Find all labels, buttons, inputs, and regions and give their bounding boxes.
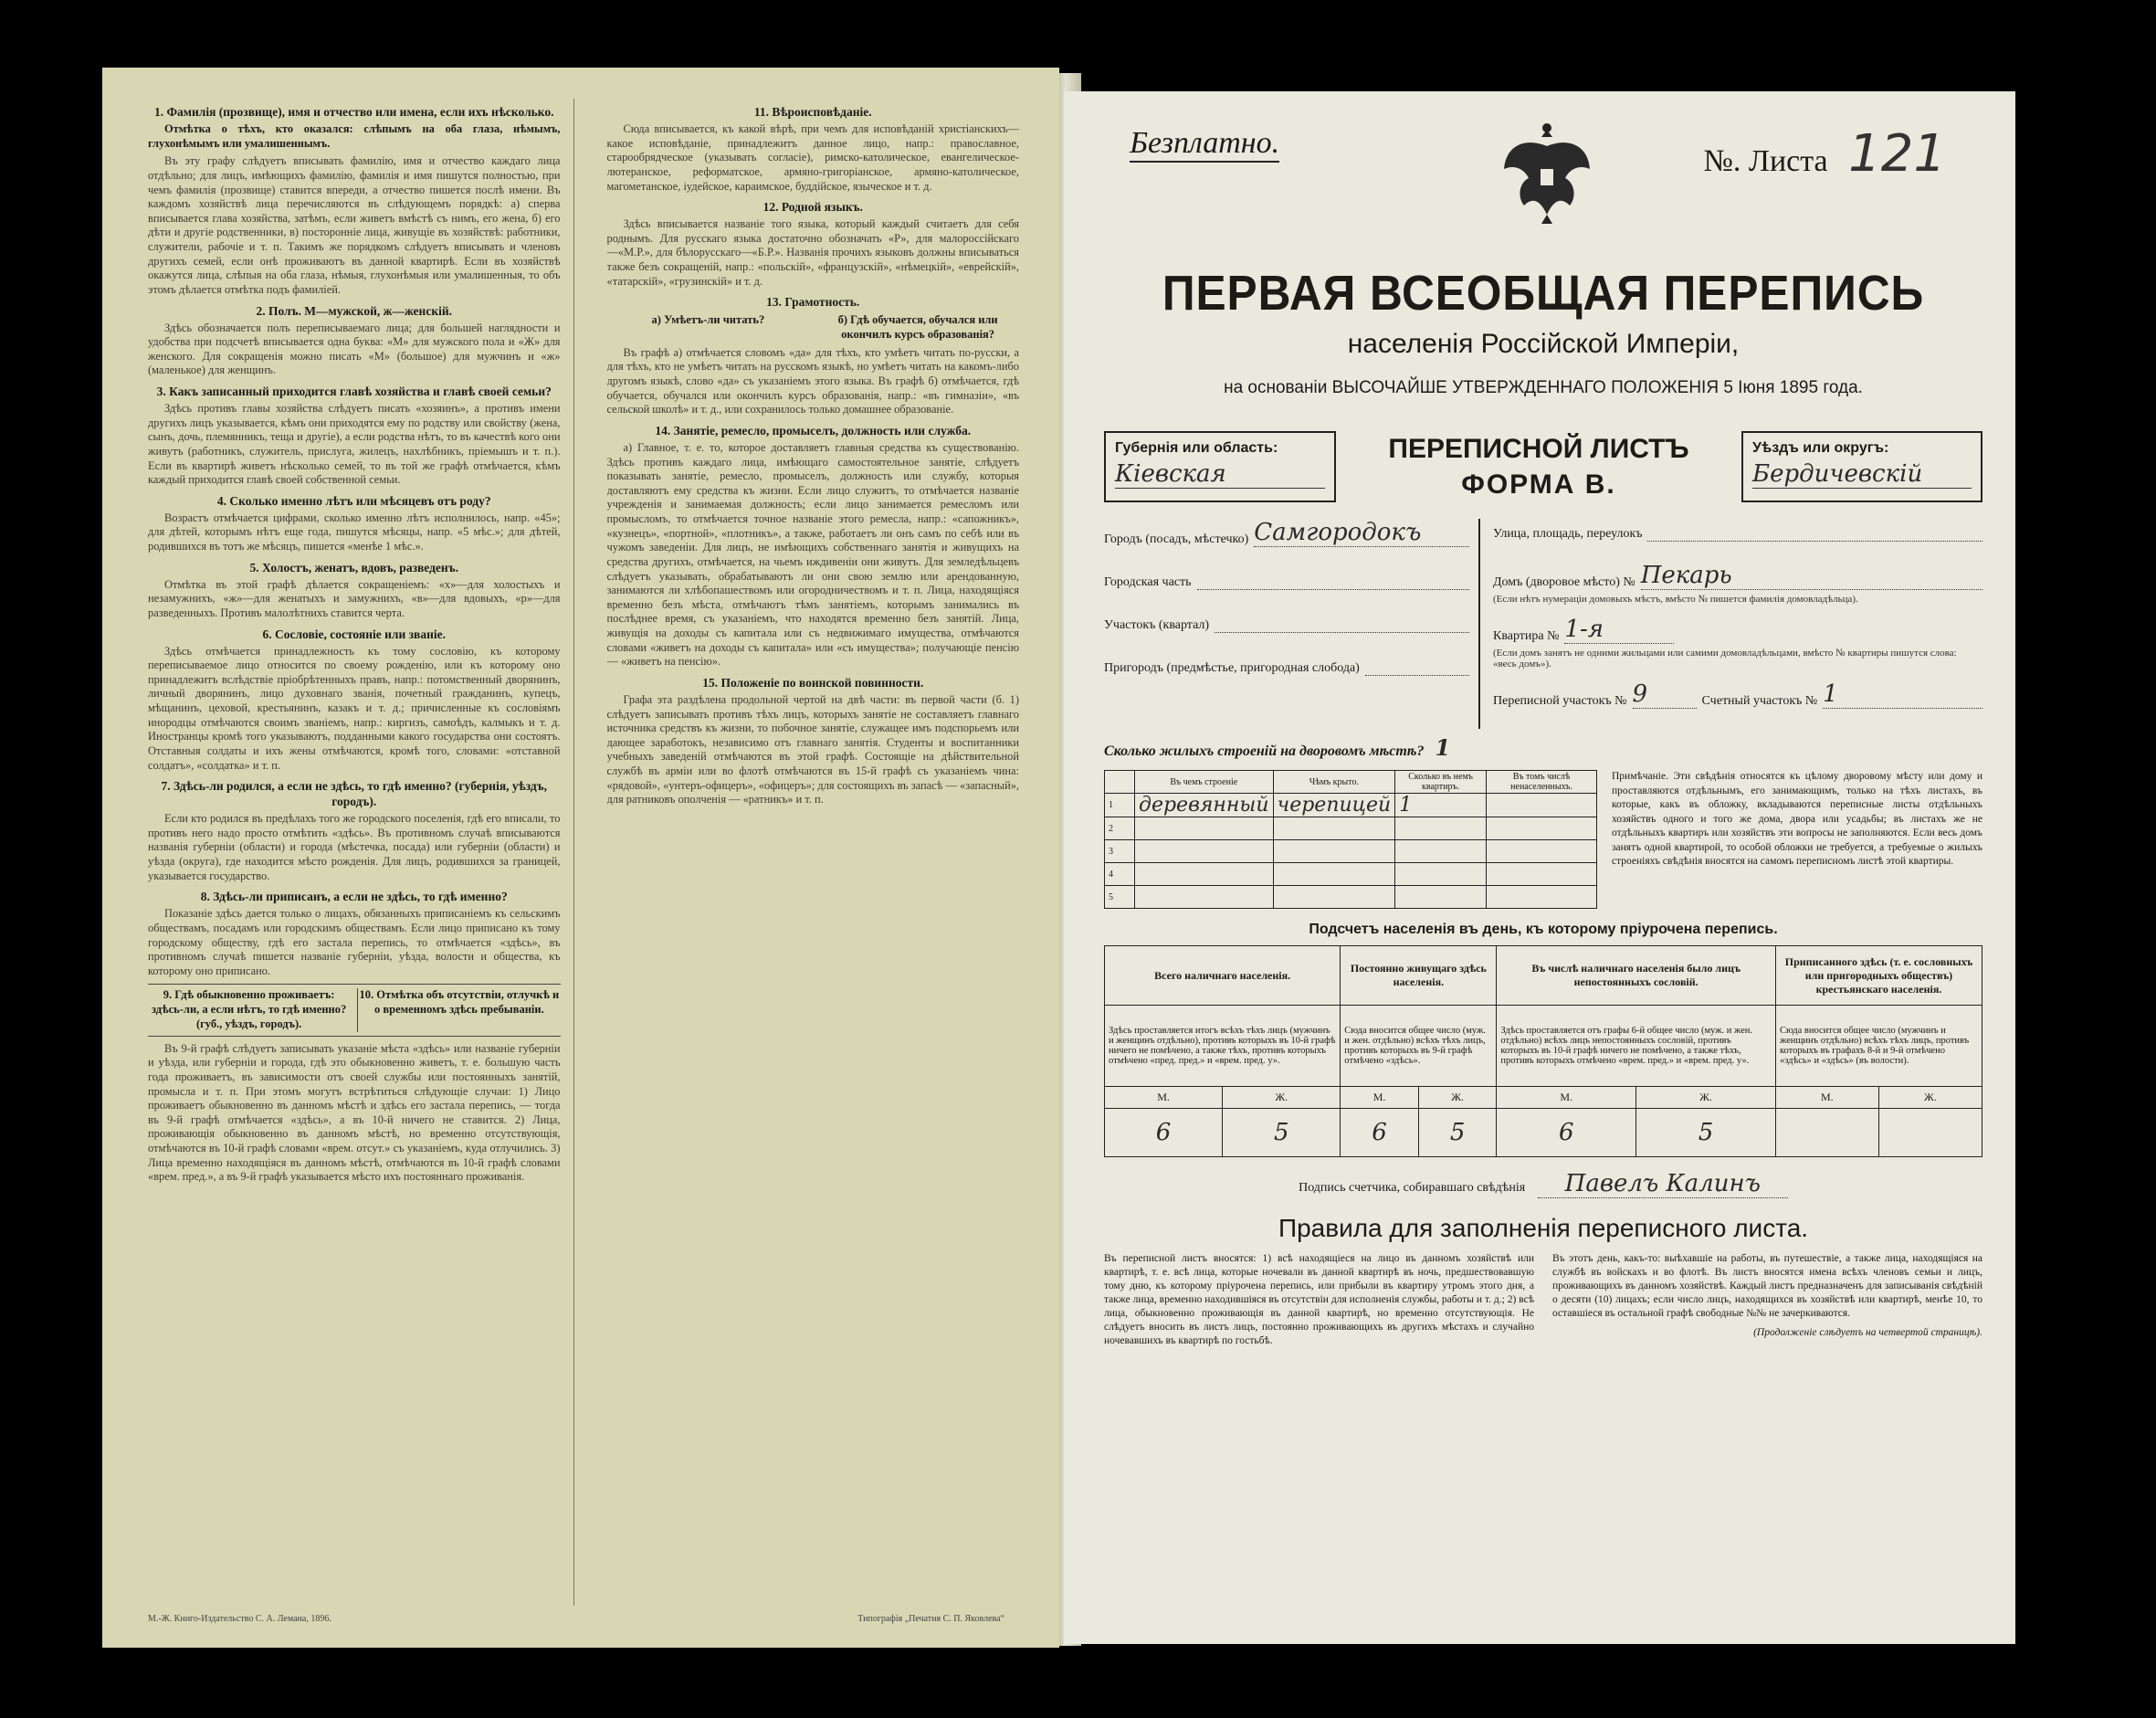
q12-heading: 12. Родной языкъ. [762, 200, 863, 215]
ct-value: 5 [1636, 1109, 1776, 1157]
q8-text: Показаніе здѣсь дается только о лицахъ, обязанныхъ приписаніемъ къ сельскимъ обществамъ, посадамъ или городскимъ обществамъ. Если лицо приписано къ тому городскому обществу, гдѣ его застала перепись, то отмѣчается «здѣсь», въ противномъ случаѣ пишется названіе губерніи, уѣзда, волости и общества, къ которому оно приписано. [148, 907, 561, 977]
apt-value: 1-я [1564, 616, 1674, 644]
buildings-table [1104, 770, 1597, 909]
rules-column-2 [1552, 1252, 1982, 1348]
ct-text-3: Здѣсь проставляется отъ графы 6-й общее число (муж. и жен. отдѣльно) всѣхъ лицъ непостоянныхъ сословій, противъ которыхъ въ 10-й графѣ ничего не помѣчено, а также тѣхъ, противъ которыхъ отмѣчено «врем. пред.» и «врем. пред. у». [1497, 1006, 1776, 1087]
census-plot-value: 9 [1633, 680, 1697, 709]
bt-row1-empty [1487, 794, 1597, 817]
census-subtitle: населенія Россійской Имперіи, [1347, 329, 1740, 359]
city-label: Городъ (посадъ, мѣстечко) [1104, 532, 1249, 546]
bt-row-number: 3 [1105, 840, 1135, 863]
section-field [1215, 610, 1469, 633]
q5-text: Отмѣтка въ этой графѣ дѣлается сокращеніемъ: «х»—для холостыхъ и незамужнихъ, «ж»—для женатыхъ и замужнихъ, «в»—для вдовыхъ, «р»—для разведенныхъ. Противъ малолѣтнихъ ставится черта. [148, 577, 561, 619]
ct-header-4: Приписанного здѣсь (т. е. сословныхъ или пригородныхъ обществъ) крестьянскаго населенія. [1775, 946, 1982, 1006]
q7-heading: 7. Здѣсь-ли родился, а если не здѣсь, то гдѣ именно? (губернія, уѣздъ, городъ). [161, 779, 547, 809]
ct-text-1: Здѣсь проставляется итогъ всѣхъ тѣхъ лицъ (мужчинъ и женщинъ отдѣльно), противъ которыхъ въ 10-й графѣ ничего не помѣчено, а также тѣхъ, противъ которыхъ отмѣчено «пред. пред.» и «врем. пред. у». [1105, 1006, 1341, 1087]
bt-row-number: 5 [1105, 886, 1135, 909]
bt-header-empty: Въ томъ числѣ ненаселенныхъ. [1487, 771, 1597, 794]
sheet-number [1703, 124, 1946, 184]
ct-value [1775, 1109, 1878, 1157]
q2-heading: 2. Полъ. М—мужской, ж—женскій. [256, 303, 453, 318]
ct-text-2: Сюда вносится общее число (муж. и жен. отдѣльно) всѣхъ тѣхъ лицъ, противъ которыхъ въ 9-й графѣ отмѣчено «здѣсь». [1341, 1006, 1497, 1087]
ct-zh-label: Ж. [1636, 1087, 1776, 1109]
q5-heading: 5. Холостъ, женатъ, вдовъ, разведенъ. [249, 560, 458, 574]
free-label: Безплатно. [1130, 126, 1279, 163]
ct-m-label: М. [1497, 1087, 1636, 1109]
city-part-label: Городская часть [1104, 575, 1192, 589]
q15-heading: 15. Положеніе по воинской повинности. [702, 675, 924, 690]
house-note: (Если нѣтъ нумераціи домовыхъ мѣстъ, вмѣсто № пишется фамилія домовладѣльца). [1493, 594, 1858, 605]
sheet-number-label: №. Листа [1703, 144, 1828, 178]
bt-row-number: 2 [1105, 817, 1135, 840]
ct-m-label: М. [1341, 1087, 1419, 1109]
enumerator-signature [1104, 1170, 1982, 1197]
buildings-question [1104, 734, 1982, 761]
ct-m-label: М. [1775, 1087, 1878, 1109]
q1-text: Въ эту графу слѣдуетъ вписывать фамилію, имя и отчество каждаго лица отдѣльно; для лицъ, имѣющихъ фамилію, фамилія и имя пишутся полностью, при чемъ фамилія (прозвище) ставится впереди, а отчество пишется послѣ имени. Въ каждомъ хозяйствѣ лица перечисляются въ слѣдующемъ порядкѣ: а) сперва вписывается глава хозяйства, затѣмъ, если живетъ вмѣстѣ съ нимъ, его жена, б) его дѣти и другіе родственники, в) посторонніе лица, живущіе въ хозяйствѣ: работники, служители, рабочіе и т. п. Такимъ же порядкомъ слѣдуетъ вписывать и членовъ другихъ семей, если онѣ проживаютъ въ данной квартирѣ. Если въ хозяйствѣ окажутся лица, слѣпыя на оба глаза, нѣмыя, глухонѣмыя или умалишенныя, то объ этомъ дѣлается отмѣтка подъ фамиліей. [148, 154, 561, 296]
bt-row-number: 1 [1105, 794, 1135, 817]
count-title: Подсчетъ населенія въ день, къ которому пріурочена перепись. [1309, 922, 1778, 937]
address-left [1104, 519, 1480, 729]
q4-heading: 4. Сколько именно лѣтъ или мѣсяцевъ отъ роду? [216, 493, 491, 508]
q6-text: Здѣсь отмѣчается принадлежность къ тому сословію, къ которому переписываемое лицо относится по своему рожденію, или къ которому оно принадлежитъ вслѣдствіе пріобрѣтенныхъ правъ, напр.: потомственный дворянинъ, личный дворянинъ, лицо духовнаго званія, почетный гражданинъ, купецъ, мѣщанинъ, цеховой, крестьянинъ, казакъ и т. д.; причисленные къ сословіямъ инородцы отмѣчаются своимъ званіемъ, напр.: киргизъ, самоѣдъ, калмыкъ и т. д. Иностранцы кромѣ того указываютъ, подданными какого государства они состоятъ. Отставныя солдаты и ихъ жены отмѣчаются, кромѣ того, словами: «отставной солдатъ», «солдатка» и т. п. [148, 644, 561, 772]
ct-header-1: Всего наличнаго населенія. [1105, 946, 1341, 1006]
left-footer-publisher: М.-Ж. Книго-Издательство С. А. Лемана, 1896. [148, 1614, 331, 1624]
population-count-table [1104, 945, 1982, 1157]
signature-label: Подпись счетчика, собиравшаго свѣдѣнія [1299, 1181, 1526, 1195]
form-title-line-1: ПЕРЕПИСНОЙ ЛИСТЪ [1388, 434, 1689, 464]
q3-heading: 3. Какъ записанный приходится главѣ хозяйства и главѣ своей семьи? [156, 385, 552, 398]
bt-header-material: Въ чемъ строеніе [1135, 771, 1274, 794]
ct-value: 5 [1418, 1109, 1497, 1157]
rules-title: Правила для заполненія переписного листа. [1278, 1214, 1809, 1242]
buildings-note: Примѣчаніе. Эти свѣдѣнія относятся къ цѣлому дворовому мѣсту или дому и проставляются отдѣльнымъ, его занимающимъ, только на тѣхъ листахъ, въ которые, какъ въ обложку, вкладываются переписные листы отдѣльныхъ хозяйствъ одного и того же дома, двора или усадьбы; въ листахъ же не отдѣльныхъ квартиръ или хозяйствъ эти вопросы не заполняются. Если весь домъ занятъ одной квартирой, то особой обложки не требуется, а требуемые о жилыхъ строеніяхъ свѣдѣнія вносятся на самомъ переписномъ листѣ этой квартиры. [1612, 771, 1982, 868]
q6-heading: 6. Сословіе, состояніе или званіе. [262, 627, 446, 641]
district-box [1741, 431, 1982, 502]
ct-header-3: Въ числѣ наличнаго населенія было лицъ непостоянныхъ сословій. [1497, 946, 1776, 1006]
q13a-heading: а) Умѣетъ-ли читать? [651, 313, 765, 327]
q14-heading: 14. Занятіе, ремесло, промыселъ, должность или служба. [655, 423, 972, 437]
city-value: Самгородокъ [1254, 519, 1469, 547]
buildings-answer: 1 [1435, 734, 1451, 761]
street-label: Улица, площадь, переулокъ [1493, 527, 1643, 541]
q13-text: Въ графѣ а) отмѣчается словомъ «да» для тѣхъ, кто умѣетъ читать по-русски, а для тѣхъ, кто не умѣетъ читать на русскомъ языкѣ, но умѣетъ читать на какомъ-либо другомъ языкѣ, слово «да» съ указаніемъ этого языка. Въ графѣ б) отмѣчается, гдѣ обучается, обучался или окончилъ курсъ образованія, напр.: «въ гимназіи», «въ сельской школѣ» и т. д., или сохранилось только домашнее образованіе. [606, 345, 1019, 416]
q3-text: Здѣсь противъ главы хозяйства слѣдуетъ писать «хозяинъ», а противъ имени другихъ лицъ указывается, кѣмъ они приходятся ему по родству или свойству (жена, сынъ, дочь, племянникъ, теща и другіе), а если родства нѣтъ, то въ качествѣ кого они живутъ (работникъ, служитель, прислуга, жилецъ, нахлѣбникъ, пріемышъ и т. п.). Если въ квартирѣ живетъ нѣсколько семей, то въ той же графѣ отмѣчается, кѣмъ каждый приходится главѣ своей собственной семьи. [148, 402, 561, 487]
street-field [1647, 519, 1982, 542]
suburb-field [1365, 653, 1469, 676]
q11-text: Сюда вписывается, къ какой вѣрѣ, при чемъ для исповѣданій христіанскихъ—какое исповѣданіе, принадлежитъ данное лицо, напр.: православное, старообрядческое (указывать согласіе), римско-католическое, евангелическое-лютеранское, реформатское, армяно-григоріанское, армяно-католическое, магометанское, іудейское, караимское, буддійское, языческое и т. д. [606, 122, 1019, 193]
city-part-field [1197, 567, 1469, 590]
counting-plot-label: Счетный участокъ № [1701, 694, 1818, 708]
ct-value: 5 [1223, 1109, 1341, 1157]
rules-column-2-text: Въ этотъ день, какъ-то: выѣхавшіе на работы, въ путешествіе, а также лица, находящіяся на службѣ въ войскахъ и во флотѣ. Въ листъ вносятся имена всѣхъ членовъ семьи и лицъ, проживающихъ въ данномъ хозяйствѣ. Каждый листъ предназначенъ для записыванія свѣдѣній о десяти (10) лицахъ; если число лицъ, находящихся въ хозяйствѣ или квартирѣ, менѣе 10, то оставшіеся въ остальной графѣ свободные №№ не зачеркиваются. [1552, 1253, 1982, 1319]
buildings-question-label: Сколько жилыхъ строеній на дворовомъ мѣстѣ? [1104, 743, 1425, 759]
instructions-column-1 [148, 99, 574, 1606]
q10-heading: 10. Отмѣтка объ отсутствіи, отлучкѣ и о временномъ здѣсь пребываніи. [357, 988, 560, 1031]
section-label: Участокъ (квартал) [1104, 618, 1210, 632]
form-title [1349, 431, 1729, 502]
counting-plot-value: 1 [1823, 680, 1982, 709]
district-label: Уѣздъ или округъ: [1752, 440, 1889, 456]
rules-continued: (Продолженіе слѣдуетъ на четвертой страницѣ). [1753, 1326, 1982, 1338]
province-label: Губернія или область: [1115, 440, 1278, 456]
rules-column-1: Въ переписной листъ вносятся: 1) всѣ находящіеся на лицо въ данномъ хозяйствѣ или квартирѣ, т. е. всѣ лица, которые ночевали въ данной квартирѣ въ ночь, предшествовавшую тому дню, къ которому пріурочена перепись, или прибыли въ квартиру утромъ этого дня, а также лица, временно находившіяся въ отсутствіи для исполненія службы, работы и т. д.; 2) всѣ лица, обыкновенно проживающія въ данной квартирѣ, но временно отсутствующія. Не слѣдуетъ вносить въ листъ лицъ, постоянно проживающихъ въ другихъ мѣстахъ и случайно ночевавшихъ въ квартирѣ по гостьбѣ. [1104, 1253, 1534, 1346]
q13-heading: 13. Грамотность. [766, 295, 860, 310]
q7-text: Если кто родился въ предѣлахъ того же городского поселенія, гдѣ его вписали, то противъ него надо просто отмѣтить «здѣсь». Въ противномъ случаѣ вписываются названія губерніи (области) и города (мѣстечка, посада) или губерніи (области) и уѣзда (округа), где находится мѣсто рожденія. Для лицъ, родившихся за границей, указывается государство. [148, 812, 561, 882]
q14-text: а) Главное, т. е. то, которое доставляетъ главныя средства къ существованію. Здѣсь противъ каждаго лица, имѣющаго самостоятельное занятіе, слѣдуетъ показывать занятіе, ремесло, промыселъ, должность или службу, которыя доставляютъ ему средства къ жизни. Если лицо служитъ, то отмѣчается названіе учрежденія и занимаемая должность; если лицо занимается ремесломъ или промысломъ, то отмѣчается точное названіе этого ремесла, напр.: «сапожникъ», «кузнецъ», «портной», «плотникъ», а также, работаетъ ли онъ самъ по себѣ или въ чужомъ заведеніи. Для лицъ, не имѣющихъ собственнаго занятія и живущихъ на средства другихъ, отмѣчается, на чьемъ иждивеніи они живутъ. Для земледѣльцевъ слѣдуетъ указывать, обрабатываютъ ли они свою землю или арендованную, занимаются ли хлѣбопашествомъ или огородничествомъ и т. п. Лица, находящіяся временно безъ мѣста, отмѣчаютъ тѣмъ занятіемъ, которымъ занимались въ послѣднее время, съ указаніемъ, что находятся временно безъ занятій. Лица, живущія на доходы съ капитала или съ недвижимаго имущества, отмѣчаются словами «живетъ на доходы съ капитала» или «съ имущества»; получающіе пенсію — «живетъ на пенсію». [606, 440, 1019, 669]
bt-row1-apts: 1 [1395, 794, 1487, 817]
province-box [1104, 431, 1336, 502]
ct-value: 6 [1497, 1109, 1636, 1157]
bt-row-number: 4 [1105, 863, 1135, 886]
bt-row1-roof: черепицей [1273, 794, 1395, 817]
bt-header-roof: Чѣмъ крыто. [1273, 771, 1395, 794]
ct-value: 6 [1341, 1109, 1419, 1157]
suburb-label: Пригородъ (предмѣстье, пригородная слобода) [1104, 661, 1360, 675]
census-plot-label: Переписной участокъ № [1493, 694, 1627, 708]
address-right [1480, 519, 1982, 729]
q8-heading: 8. Здѣсь-ли приписанъ, а если не здѣсь, то гдѣ именно? [200, 890, 508, 904]
q13b-heading: б) Гдѣ обучается, обучался или окончилъ курсъ образованія? [837, 313, 998, 341]
ct-zh-label: Ж. [1418, 1087, 1497, 1109]
province-value: Кіевская [1115, 460, 1325, 489]
rules-text [1104, 1252, 1982, 1348]
district-value: Бердичевскій [1752, 460, 1972, 489]
q2-text: Здѣсь обозначается полъ переписываемаго лица; для большей наглядности и удобства при подсчетѣ вписывается одна буква: «М» для мужского пола и «Ж» для женского. Для сокращенія можно писать «М» (большое) для мужчинъ и «ж» (маленькое) для женщинъ. [148, 321, 561, 377]
left-footer-printer: Типографія „Печатня С. П. Яковлева“ [857, 1614, 1004, 1624]
ct-header-2: Постоянно живущаго здѣсь населенія. [1341, 946, 1497, 1006]
form-title-line-2: ФОРМА В. [1461, 469, 1616, 500]
bt-row1-material: деревянный [1135, 794, 1274, 817]
census-form-page [1064, 91, 2015, 1644]
ct-m-label: М. [1105, 1087, 1223, 1109]
ct-text-4: Сюда вносится общее число (мужчинъ и женщинъ отдѣльно) всѣхъ тѣхъ лицъ, противъ которыхъ въ графахъ 8-й и 9-й отмѣчено «здѣсь» и «здѣсь» (въ волости). [1775, 1006, 1982, 1087]
apt-label: Квартира № [1493, 629, 1560, 643]
house-label: Домъ (дворовое мѣсто) № [1493, 575, 1635, 589]
double-headed-eagle-emblem [1497, 119, 1597, 228]
q9-heading: 9. Гдѣ обыкновенно проживаетъ: здѣсь-ли, а если нѣтъ, то гдѣ именно? (губ., уѣздъ, городъ). [151, 988, 347, 1030]
q9-text: Въ 9-й графѣ слѣдуетъ записывать указаніе мѣста «здѣсь» или названіе губерніи и уѣзда, или губерніи и города, гдѣ это обыкновенно живетъ, т. е. большую часть года проживаетъ, въ зависимости отъ своей службы или постоянныхъ занятій, промысла и т. п. При этомъ могутъ встрѣтиться слѣдующіе случаи: 1) Лицо проживаетъ обыкновенно въ данномъ мѣстѣ и здѣсь его застала перепись, — тогда въ 9-й графѣ отмѣчается «здѣсь», а въ 10-й ничего не ставится. 2) Лица, проживающія обыкновенно въ данномъ мѣстѣ, но временно отсутствующія, отмѣчаются въ 10-й графѣ словами «врем. отсут.» съ указаніемъ, куда отлучились. 3) Лица временно находящіяся въ данномъ мѣстѣ, отмѣчаются въ 10-й графѣ словами «врем. пред.», а въ 9-й графѣ указывается мѣсто ихъ постояннаго проживанія. [148, 1041, 561, 1184]
q12-text: Здѣсь вписывается названіе того языка, который каждый считаетъ для себя роднымъ. Для русскаго языка достаточно обозначать «Р», для малороссійскаго—«М.Р.», для бѣлорусскаго—«Б.Р.». Названія прочихъ языковъ должны вписываться также безъ сокращеній, напр.: «польскій», «французскій», «нѣмецкій», «еврейскій», «татарскій», «грузинскій» и т. д. [606, 217, 1019, 288]
ct-value: 6 [1105, 1109, 1223, 1157]
signature-value: Павелъ Калинъ [1538, 1170, 1788, 1198]
q11-heading: 11. Вѣроисповѣданіе. [753, 105, 872, 119]
q1-heading: 1. Фамилія (прозвище), имя и отчество или имена, если ихъ нѣсколько. [153, 105, 554, 119]
census-basis: на основаніи ВЫСОЧАЙШЕ УТВЕРЖДЕННАГО ПОЛОЖЕНІЯ 5 Іюня 1895 года. [1224, 378, 1863, 397]
census-title: ПЕРВАЯ ВСЕОБЩАЯ ПЕРЕПИСЬ [1162, 266, 1925, 321]
house-value: Пекарь [1641, 562, 1982, 590]
sheet-number-value: 121 [1848, 124, 1946, 184]
bt-header-apts: Сколько въ немъ квартиръ. [1395, 771, 1487, 794]
ct-zh-label: Ж. [1223, 1087, 1341, 1109]
ct-zh-label: Ж. [1878, 1087, 1982, 1109]
ct-value [1878, 1109, 1982, 1157]
q4-text: Возрастъ отмѣчается цифрами, сколько именно лѣтъ исполнилось, напр. «45»; для дѣтей, которымъ нѣтъ еще года, пишутся мѣсяцы, напр. «5 мѣс.»; для дѣтей, родившихся въ тотъ же мѣсяцъ, пишется «менѣе 1 мѣс.». [148, 511, 561, 553]
instructions-page [102, 68, 1059, 1648]
apt-note: (Если домъ занятъ не одними жильцами или самими домовладѣльцами, вмѣсто № квартиры пишутся слова: «весь домъ»). [1493, 648, 1957, 669]
q1-note: Отмѣтка о тѣхъ, кто оказался: слѣпымъ на оба глаза, нѣмымъ, глухонѣмымъ или умалишеннымъ. [148, 122, 561, 150]
instructions-column-2 [607, 99, 1020, 1606]
q15-text: Графа эта раздѣлена продольной чертой на двѣ части: въ первой части (б. 1) слѣдуетъ записывать противъ тѣхъ лицъ, которыхъ занятіе не составляетъ главнаго источника средствъ къ жизни, то побочное занятіе, служащее имъ подспорьемъ или дающее заработокъ, независимо отъ главнаго занятія. Студенты и воспитанники учебныхъ заведеній отмѣчаются въ этой графѣ. Состоящіе на дѣйствительной службѣ въ арміи или во флотѣ отмѣчаются въ 15-й графѣ съ указаніемъ чина: «рядовой», «унтеръ-офицеръ», «офицеръ»; для состоящихъ въ запасѣ — «запасный», для ратниковъ ополченія — «ратникъ» и т. п. [606, 692, 1019, 806]
